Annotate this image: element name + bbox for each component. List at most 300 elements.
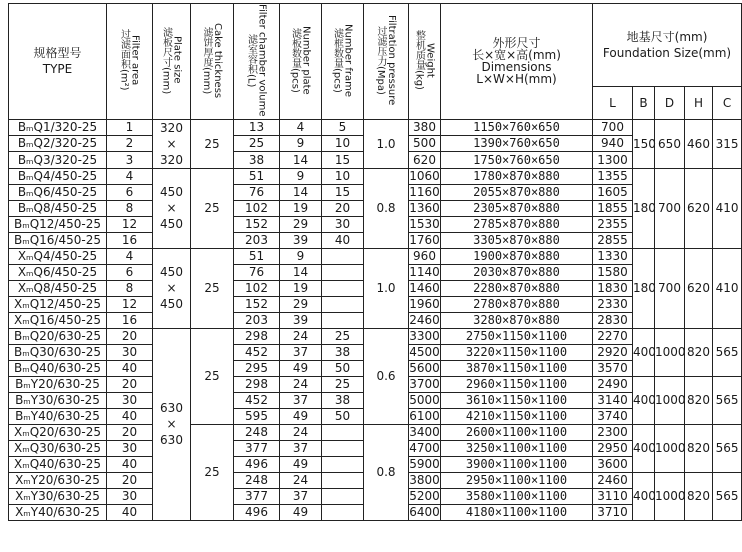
plate-size-line: 450 (160, 217, 183, 231)
cell-model: XₘQ6/450-25 (9, 264, 107, 280)
cell-found-d: 1000 (655, 424, 685, 472)
cell-weight: 1160 (409, 185, 440, 199)
table-row (9, 248, 742, 264)
cell-weight: 960 (409, 248, 441, 264)
cell-dimensions: 2950×1100×1100 (441, 472, 593, 488)
cell-frames: 38 (322, 344, 364, 360)
cell-plates: 37 (280, 488, 322, 504)
cell-area: 3 (107, 152, 153, 168)
cell-dimensions: 1780×870×880 (441, 168, 593, 184)
cell-model: BₘQ40/630-25 (9, 360, 107, 376)
cell-volume: 152 (234, 216, 280, 232)
cell-frames: 10 (322, 135, 364, 151)
cell-found-b: 180 (633, 248, 655, 328)
header-press-cn: 过滤压力(Mpa) (375, 25, 386, 95)
cell-volume: 248 (234, 472, 280, 488)
cell-dimensions: 3280×870×880 (441, 312, 593, 328)
cell-thickness: 25 (191, 328, 234, 424)
cell-pressure: 1.0 (364, 119, 409, 168)
header-vol-en: Filter chamber volume (256, 4, 268, 117)
cell-plates: 14 (280, 184, 322, 200)
cell-area: 6 (107, 264, 153, 280)
cell-weight: 6400 (409, 505, 440, 519)
cell-area: 4 (107, 168, 153, 184)
cell-found-h: 460 (685, 119, 713, 168)
header-frames (322, 4, 364, 120)
cell-dimensions: 2785×870×880 (441, 216, 593, 232)
plate-size-stack (153, 184, 190, 232)
cell-volume: 452 (234, 392, 280, 408)
cell-area: 8 (107, 200, 153, 216)
cell-frames (322, 472, 364, 488)
cell-pressure: 0.8 (364, 168, 409, 248)
cell-found-d: 1000 (655, 376, 685, 424)
cell-model: BₘQ3/320-25 (9, 152, 107, 168)
cell-found-l: 2460 (593, 472, 633, 488)
cell-model: XₘY40/630-25 (9, 504, 107, 520)
cell-frames (322, 312, 364, 328)
cell-pressure: 0.6 (364, 328, 409, 424)
cell-volume: 25 (234, 135, 280, 151)
plate-size-line: 450 (160, 265, 183, 279)
cell-plates: 9 (280, 168, 322, 184)
cell-weight: 1060 (409, 169, 440, 183)
cell-dimensions: 1750×760×650 (441, 152, 593, 168)
cell-found-d: 700 (655, 248, 685, 328)
header-dims-cn: 外形尺寸 (492, 36, 541, 51)
cell-found-l: 3570 (593, 360, 633, 376)
cell-plates: 49 (280, 408, 322, 424)
header-press-en: Filtration pressure (386, 15, 397, 106)
cell-volume: 377 (234, 440, 280, 456)
header-found-l: L (593, 87, 633, 119)
cell-dimensions: 2055×870×880 (441, 184, 593, 200)
cell-volume: 298 (234, 376, 280, 392)
cell-area: 4 (107, 248, 153, 264)
cell-found-l: 3140 (593, 392, 633, 408)
cell-area: 40 (107, 360, 153, 376)
cell-found-d: 1000 (655, 472, 685, 520)
cell-plates: 37 (280, 440, 322, 456)
header-foundation (593, 4, 742, 87)
cell-plates: 39 (280, 232, 322, 248)
cell-dimensions: 2780×870×880 (441, 296, 593, 312)
cell-found-l: 2830 (593, 312, 633, 328)
plate-size-line: × (166, 201, 177, 215)
cell-found-b: 400 (633, 424, 655, 472)
cell-found-l: 940 (593, 135, 633, 151)
cell-volume: 496 (234, 456, 280, 472)
cell-dimensions: 3220×1150×1100 (441, 344, 593, 360)
cell-area: 40 (107, 408, 153, 424)
cell-volume: 377 (234, 488, 280, 504)
cell-plates: 24 (280, 376, 322, 392)
cell-thickness: 25 (191, 119, 234, 168)
cell-found-l: 1605 (593, 184, 633, 200)
cell-frames (322, 440, 364, 456)
cell-dimensions: 1150×760×650 (441, 119, 593, 135)
cell-model: BₘY30/630-25 (9, 392, 107, 408)
cell-model: XₘQ30/630-25 (9, 440, 107, 456)
cell-weight: 3400 (409, 425, 440, 439)
cell-area: 20 (107, 472, 153, 488)
cell-found-h: 820 (685, 424, 713, 472)
cell-area: 1 (107, 119, 153, 135)
cell-found-l: 2355 (593, 216, 633, 232)
cell-model: XₘQ20/630-25 (9, 424, 107, 440)
cell-dimensions: 1900×870×880 (441, 248, 593, 264)
header-thickness (191, 4, 234, 120)
cell-area: 12 (107, 216, 153, 232)
header-area (107, 4, 153, 120)
cell-area: 12 (107, 296, 153, 312)
header-vol-cn: 滤室容积(L) (245, 33, 257, 87)
cell-frames (322, 504, 364, 520)
cell-model: BₘQ6/450-25 (9, 184, 107, 200)
cell-found-b: 400 (633, 328, 655, 376)
cell-area: 30 (107, 440, 153, 456)
cell-dimensions: 3250×1100×1100 (441, 440, 593, 456)
cell-frames: 20 (322, 200, 364, 216)
cell-plates: 29 (280, 296, 322, 312)
cell-frames: 25 (322, 328, 364, 344)
header-type (9, 4, 107, 120)
header-weight (409, 4, 441, 120)
cell-weight: 380 (409, 119, 441, 135)
cell-plates: 24 (280, 424, 322, 440)
header-found-h: H (685, 87, 713, 119)
cell-plates: 37 (280, 392, 322, 408)
cell-frames: 50 (322, 360, 364, 376)
cell-weight: 4700 (409, 441, 440, 455)
cell-found-l: 3710 (593, 504, 633, 520)
cell-area: 2 (107, 135, 153, 151)
cell-volume: 152 (234, 296, 280, 312)
cell-model: BₘQ12/450-25 (9, 216, 107, 232)
cell-area: 30 (107, 488, 153, 504)
cell-weight: 1530 (409, 217, 440, 231)
cell-frames: 50 (322, 408, 364, 424)
cell-found-b: 150 (633, 119, 655, 168)
cell-plates: 4 (280, 119, 322, 135)
cell-found-l: 1330 (593, 248, 633, 264)
cell-plates: 49 (280, 456, 322, 472)
cell-plates: 14 (280, 152, 322, 168)
cell-thickness: 25 (191, 168, 234, 248)
cell-weight: 1760 (409, 233, 440, 247)
cell-volume: 595 (234, 408, 280, 424)
cell-found-l: 1855 (593, 200, 633, 216)
cell-model: BₘQ20/630-25 (9, 328, 107, 344)
cell-found-h: 820 (685, 328, 713, 376)
cell-thickness: 25 (191, 424, 234, 520)
cell-volume: 51 (234, 248, 280, 264)
cell-found-l: 1300 (593, 152, 633, 168)
cell-found-l: 3740 (593, 408, 633, 424)
cell-dimensions: 2280×870×880 (441, 280, 593, 296)
cell-found-b: 180 (633, 168, 655, 248)
header-found-b: B (633, 87, 655, 119)
cell-found-l: 700 (593, 119, 633, 135)
cell-model: BₘQ16/450-25 (9, 232, 107, 248)
cell-volume: 298 (234, 328, 280, 344)
header-found-en: Foundation Size(mm) (602, 46, 732, 61)
cell-plates: 9 (280, 248, 322, 264)
cell-found-l: 1830 (593, 280, 633, 296)
header-frame-en: Number frame (342, 23, 354, 97)
cell-weight: 1360 (409, 201, 440, 215)
cell-volume: 452 (234, 344, 280, 360)
cell-found-c: 565 (713, 328, 742, 376)
header-thick-cn: 滤饼厚度(mm) (201, 26, 212, 94)
plate-size-line: × (166, 417, 177, 431)
plate-size-line: 630 (160, 433, 183, 447)
cell-area: 30 (107, 344, 153, 360)
plate-size-line: 630 (160, 401, 183, 415)
cell-frames (322, 248, 364, 264)
cell-dimensions: 3610×1150×1100 (441, 392, 593, 408)
cell-weight: 2460 (409, 313, 440, 327)
cell-found-c: 565 (713, 376, 742, 424)
header-plate-en: Number plate (300, 25, 312, 95)
cell-frames (322, 280, 364, 296)
cell-weight: 5900 (409, 457, 440, 471)
cell-weight: 3800 (409, 473, 440, 487)
cell-area: 8 (107, 280, 153, 296)
cell-dimensions: 2030×870×880 (441, 264, 593, 280)
cell-model: XₘQ16/450-25 (9, 312, 107, 328)
header-area-cn: 过滤面积(m²) (118, 29, 130, 92)
plate-size-line: 320 (160, 152, 183, 167)
cell-frames: 10 (322, 168, 364, 184)
cell-volume: 102 (234, 200, 280, 216)
cell-model: BₘQ30/630-25 (9, 344, 107, 360)
cell-found-l: 2330 (593, 296, 633, 312)
cell-area: 20 (107, 328, 153, 344)
cell-volume: 76 (234, 184, 280, 200)
cell-plates: 9 (280, 135, 322, 151)
plate-size-line: × (166, 136, 177, 151)
cell-found-h: 620 (685, 168, 713, 248)
plate-size-stack (153, 400, 190, 448)
cell-volume: 102 (234, 280, 280, 296)
cell-weight: 1460 (409, 281, 440, 295)
filter-press-spec-table (8, 3, 742, 521)
header-area-en: Filter area (129, 35, 141, 86)
cell-plates: 39 (280, 312, 322, 328)
header-frame-cn: 滤框数量(pcs) (331, 27, 343, 93)
cell-found-l: 2300 (593, 424, 633, 440)
cell-area: 40 (107, 504, 153, 520)
plate-size-stack (153, 264, 190, 312)
cell-area: 20 (107, 376, 153, 392)
header-dims-en: Dimensions (481, 60, 552, 75)
cell-dimensions: 3900×1100×1100 (441, 456, 593, 472)
cell-found-d: 650 (655, 119, 685, 168)
cell-plate-size (153, 119, 191, 168)
cell-plate-size (153, 248, 191, 328)
cell-pressure: 1.0 (364, 248, 409, 328)
cell-found-h: 620 (685, 248, 713, 328)
cell-area: 20 (107, 424, 153, 440)
cell-weight: 5600 (409, 361, 440, 375)
cell-dimensions: 2305×870×880 (441, 200, 593, 216)
cell-frames (322, 488, 364, 504)
cell-plates: 29 (280, 216, 322, 232)
cell-frames: 40 (322, 232, 364, 248)
cell-model: XₘQ4/450-25 (9, 248, 107, 264)
cell-weight: 620 (409, 152, 441, 168)
cell-found-d: 1000 (655, 328, 685, 376)
header-weight-cn: 整机质量(kg) (413, 30, 425, 91)
cell-dimensions: 4210×1150×1100 (441, 408, 593, 424)
cell-volume: 38 (234, 152, 280, 168)
cell-plate-size (153, 168, 191, 248)
plate-size-line: × (166, 281, 177, 295)
cell-volume: 295 (234, 360, 280, 376)
cell-model: BₘQ1/320-25 (9, 119, 107, 135)
header-dims-cn2: 长×宽×高(mm) (472, 48, 561, 63)
cell-weight: 6100 (409, 409, 440, 423)
cell-found-l: 2920 (593, 344, 633, 360)
cell-plates: 24 (280, 472, 322, 488)
cell-volume: 496 (234, 504, 280, 520)
cell-frames (322, 456, 364, 472)
cell-weight: 3300 (409, 329, 440, 343)
cell-model: XₘQ8/450-25 (9, 280, 107, 296)
cell-plates: 19 (280, 280, 322, 296)
cell-plates: 37 (280, 344, 322, 360)
cell-plates: 49 (280, 504, 322, 520)
cell-model: XₘY20/630-25 (9, 472, 107, 488)
header-found-cn: 地基尺寸(mm) (626, 30, 708, 45)
cell-frames (322, 424, 364, 440)
cell-found-d: 700 (655, 168, 685, 248)
cell-found-c: 410 (713, 168, 742, 248)
header-found-d: D (655, 87, 685, 119)
cell-found-c: 315 (713, 119, 742, 168)
cell-frames: 25 (322, 376, 364, 392)
cell-volume: 203 (234, 232, 280, 248)
cell-found-l: 1580 (593, 264, 633, 280)
cell-found-c: 565 (713, 472, 742, 520)
cell-dimensions: 1390×760×650 (441, 135, 593, 151)
cell-weight: 1140 (409, 265, 440, 279)
cell-plate-size (153, 328, 191, 520)
cell-model: XₘQ40/630-25 (9, 456, 107, 472)
cell-found-l: 3110 (593, 488, 633, 504)
cell-found-l: 3600 (593, 456, 633, 472)
cell-model: BₘY20/630-25 (9, 376, 107, 392)
cell-dimensions: 4180×1100×1100 (441, 504, 593, 520)
header-dimensions (441, 4, 593, 120)
cell-frames (322, 296, 364, 312)
cell-weight: 4500 (409, 345, 440, 359)
cell-pressure: 0.8 (364, 424, 409, 520)
cell-plates: 14 (280, 264, 322, 280)
cell-found-c: 410 (713, 248, 742, 328)
cell-model: XₘQ12/450-25 (9, 296, 107, 312)
cell-weight: 3700 (409, 377, 440, 391)
cell-dimensions: 3580×1100×1100 (441, 488, 593, 504)
cell-dimensions: 3305×870×880 (441, 232, 593, 248)
plate-size-stack (153, 120, 190, 168)
header-type-cn: 规格型号 (33, 46, 82, 61)
cell-volume: 248 (234, 424, 280, 440)
cell-plates: 49 (280, 360, 322, 376)
spec-body (9, 119, 742, 520)
header-type-en: TYPE (42, 62, 73, 77)
header-pressure (364, 4, 409, 120)
cell-frames: 30 (322, 216, 364, 232)
cell-model: BₘQ2/320-25 (9, 135, 107, 151)
header-volume (234, 4, 280, 120)
cell-dimensions: 2960×1150×1100 (441, 376, 593, 392)
cell-frames: 15 (322, 184, 364, 200)
table-row (9, 424, 742, 440)
cell-found-l: 2490 (593, 376, 633, 392)
cell-area: 40 (107, 456, 153, 472)
cell-volume: 203 (234, 312, 280, 328)
cell-plates: 24 (280, 328, 322, 344)
cell-weight: 5000 (409, 393, 440, 407)
cell-area: 16 (107, 312, 153, 328)
cell-area: 30 (107, 392, 153, 408)
plate-size-line: 450 (160, 185, 183, 199)
cell-found-h: 820 (685, 376, 713, 424)
cell-area: 6 (107, 184, 153, 200)
header-dims-en2: L×W×H(mm) (476, 72, 557, 87)
header-thick-en: Cake thickness (212, 22, 223, 98)
header-found-c: C (713, 87, 742, 119)
cell-model: BₘQ4/450-25 (9, 168, 107, 184)
header-plate-size (153, 4, 191, 120)
cell-found-c: 565 (713, 424, 742, 472)
plate-size-line: 320 (160, 120, 183, 135)
cell-model: BₘY40/630-25 (9, 408, 107, 424)
cell-found-l: 2270 (593, 328, 633, 344)
cell-frames: 38 (322, 392, 364, 408)
table-row (9, 168, 742, 184)
cell-thickness: 25 (191, 248, 234, 328)
header-size-en: Plate size (171, 36, 183, 85)
cell-model: XₘY30/630-25 (9, 488, 107, 504)
cell-found-l: 2950 (593, 440, 633, 456)
cell-area: 16 (107, 232, 153, 248)
header-plate-cn: 滤板数量(pcs) (289, 27, 301, 93)
cell-dimensions: 3870×1150×1100 (441, 360, 593, 376)
plate-size-line: 450 (160, 297, 183, 311)
cell-weight: 500 (409, 135, 441, 151)
cell-dimensions: 2750×1150×1100 (441, 328, 593, 344)
cell-frames: 15 (322, 152, 364, 168)
cell-volume: 76 (234, 264, 280, 280)
cell-found-b: 400 (633, 472, 655, 520)
cell-found-l: 1355 (593, 168, 633, 184)
cell-found-h: 820 (685, 472, 713, 520)
header-size-cn: 滤板尺寸(mm) (160, 26, 172, 94)
header-plates (280, 4, 322, 120)
cell-frames: 5 (322, 119, 364, 135)
cell-found-b: 400 (633, 376, 655, 424)
cell-found-l: 2855 (593, 232, 633, 248)
cell-volume: 51 (234, 168, 280, 184)
cell-frames (322, 264, 364, 280)
table-row (9, 119, 742, 135)
cell-weight: 5200 (409, 489, 440, 503)
cell-model: BₘQ8/450-25 (9, 200, 107, 216)
cell-plates: 19 (280, 200, 322, 216)
